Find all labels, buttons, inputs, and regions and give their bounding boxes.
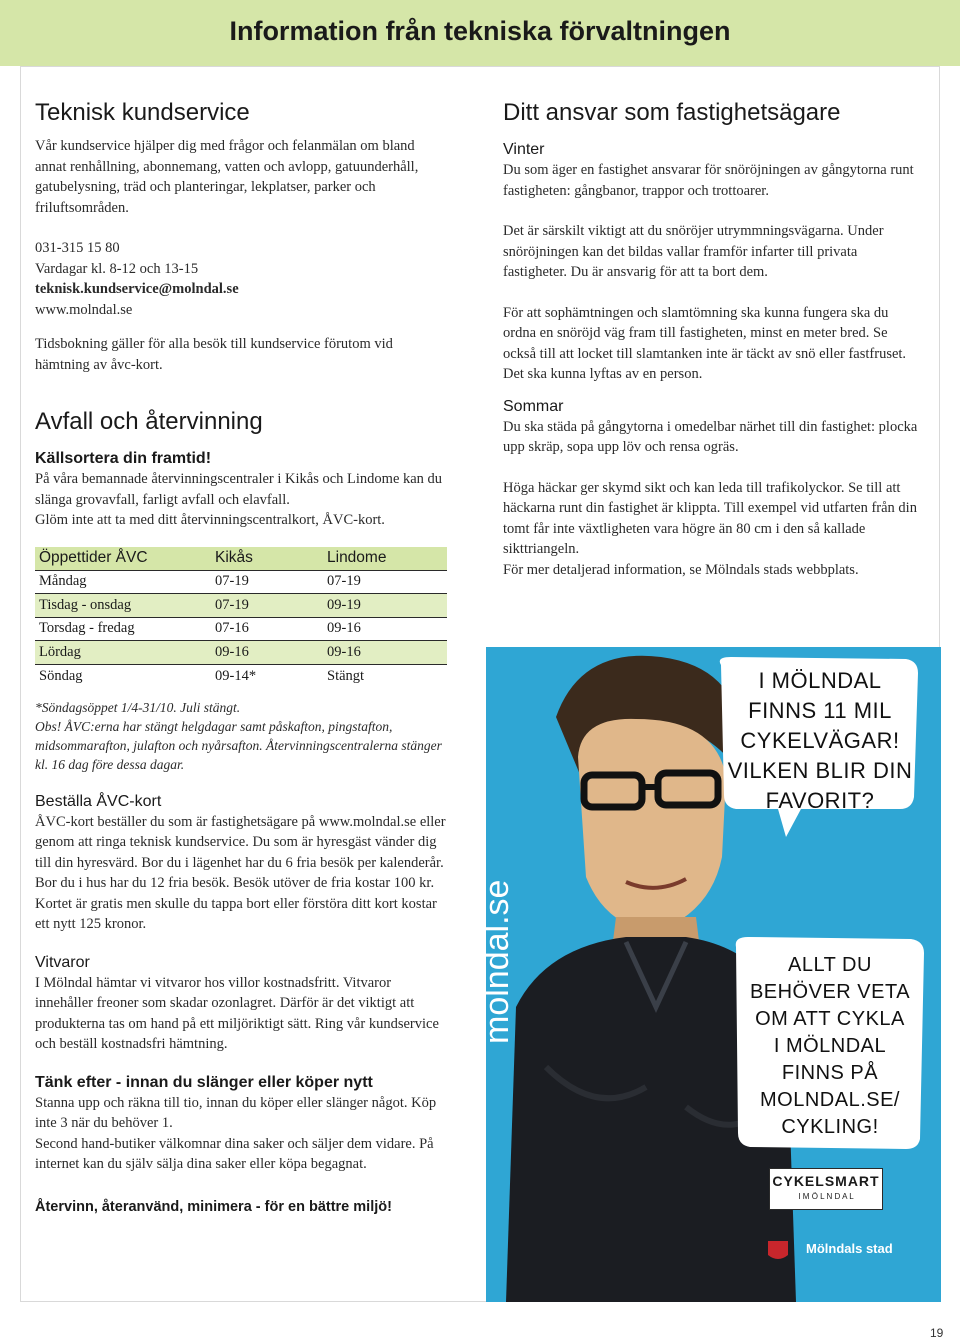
vinter-text2: Det är särskilt viktigt att du snöröjer utrymmningsvägarna. Under snöröjningen kan det bildas vallar framför infarter till privata fastigheter. Du är ansvarig för att ta bort dem. [503,223,884,280]
table-row [35,617,447,641]
avc-kort-text: ÅVC-kort beställer du som är fastighetsägare på www.molndal.se eller genom att ringa teknisk kundservice. Du som är hyresgäst vänder dig till din hyresvärd. Bor du i lägenhet har du 6 fria besök per kalenderår. Bor du i hus har du 12 fria besök. Besök utöver de fria kostar 100 kr. Kortet är gratis men skulle du tappa bort eller förstöra ditt kort kostar ett nytt 125 kronor. [35,813,446,932]
opening-hours-table [35,547,447,688]
kundservice-intro: Vår kundservice hjälper dig med frågor och felanmälan om bland annat renhållning, abonnemang, vatten och avlopp, gatuunderhåll, gatubelysning, träd och planteringar, lekplatser, parker och friluftsområden. [35,138,419,216]
tank-efter-heading: Tänk efter - innan du slänger eller köper nytt [35,1073,373,1091]
kundservice-email[interactable]: teknisk.kundservice@molndal.se [35,281,239,297]
footer-slogan: Återvinn, återanvänd, minimera - för en bättre miljö! [35,1198,392,1215]
table-cell: 07-19 [211,594,323,618]
avfall-text1: På våra bemannade återvinningscentraler i Kikås och Lindome kan du slänga grovavfall, farligt avfall och elavfall. [35,471,443,508]
cykelsmart-badge [769,1168,883,1210]
table-row [35,570,447,594]
holiday-note-text: ÅVC:erna har stängt helgdagar samt påskafton, pingstafton, midsommarafton, julafton och nyårsafton. Återvinningscentralerna stänger kl. 16 dag före dessa dagar. [35,718,442,772]
cykelsmart-subtitle: I M Ö L N D A L [798,1192,854,1201]
avfall-text2: Glöm inte att ta med ditt återvinningscentralkort, ÅVC-kort. [35,512,385,528]
table-cell: Tisdag - onsdag [35,594,211,618]
page-title: Information från tekniska förvaltningen [229,16,731,46]
table-header-cell: Kikås [211,547,323,571]
speech-bubble-1 [724,666,916,816]
vertical-url: molndal.se [478,879,516,1044]
kundservice-heading: Teknisk kundservice [35,99,250,126]
kundservice-web[interactable]: www.molndal.se [35,301,133,318]
right-column [503,98,923,580]
table-header-row [35,547,447,571]
table-cell: 07-16 [211,617,323,641]
bubble-line: OM ATT CYKLA [755,1008,905,1030]
tank-efter-text2: Second hand-butiker välkomnar dina saker och säljer dem vidare. På internet kan du själv sälja dina saker eller köpa begagnat. [35,1135,434,1172]
avfall-subheading: Källsortera din framtid! [35,450,212,467]
bubble-line: FINNS PÅ [781,1062,879,1084]
sommar-text3: För mer detaljerad information, se Mölndals stads webbplats. [503,561,859,578]
bubble-line: VILKEN BLIR DIN [727,758,913,783]
avfall-heading: Avfall och återvinning [35,408,263,435]
speech-bubble-2 [738,952,922,1141]
tank-efter-text1: Stanna upp och räkna till tio, innan du köper eller slänger något. Köp inte 3 när du behöver 1. [35,1094,437,1131]
sommar-text2: Höga häckar ger skymd sikt och kan leda till trafikolyckor. Se till att häckarna runt din fastighet är klippta. Till exempel vid utfarten från din tomt får inte växtligheten vara högre än 80 cm i den så kallade sikttriangeln. [503,479,917,557]
bubble-line: BEHÖVER VETA [749,981,911,1003]
bubble-line: ALLT DU [788,954,872,976]
bubble-line: I MÖLNDAL [773,1035,887,1057]
bubble-line: FINNS 11 MIL [748,698,892,723]
sommar-heading: Sommar [503,397,564,415]
holiday-note [35,717,447,774]
vitvaror-text: I Mölndal hämtar vi vitvaror hos villor kostnadsfritt. Vitvaror innehåller freoner som skadar ozonlagret. Därför är det viktigt att produkterna tas om hand på ett miljöriktigt sätt. Ring vår kundservice och beställ kostnadsfri hämtning. [35,974,439,1052]
vinter-heading: Vinter [503,141,545,158]
left-column [35,98,447,1217]
obs-label: Obs! [35,718,62,734]
table-cell: 09-14* [215,667,257,684]
ansvar-heading: Ditt ansvar som fastighetsägare [503,99,841,126]
table-header-cell: Lindome [323,547,447,571]
kundservice-hours: Vardagar kl. 8-12 och 13-15 [35,260,199,277]
bubble-line: I MÖLNDAL [758,668,882,693]
table-cell: Torsdag - fredag [35,617,211,641]
table-cell: 07-19 [211,570,323,594]
table-cell: 09-19 [323,594,447,618]
table-cell: Måndag [35,570,211,594]
bubble-line: FAVORIT? [765,788,875,813]
table-cell: 09-16 [323,617,447,641]
table-header-cell: Öppettider ÅVC [35,547,211,571]
avc-kort-heading: Beställa ÅVC-kort [35,792,162,810]
sommar-text1: Du ska städa på gångytorna i omedelbar närhet till din fastighet: plocka upp skräp, sopa upp löv och rensa ogräs. [503,418,918,455]
table-row [35,641,447,665]
table-cell: 07-19 [323,570,447,594]
molndals-stad-logo-text: Mölndals stad [806,1241,893,1256]
vinter-text3: För att sophämtningen och slamtömning ska kunna fungera ska du ordna en snöröjd väg fram till fastigheten, minst en meter bred. Se också till att locket till slamtanken inte är täckt av snö eller fastfruset. Det ska kunna lyftas av en person. [503,304,907,382]
bubble-line: CYKELVÄGAR! [740,728,900,753]
city-shield-icon [768,1241,788,1259]
table-cell: 09-16 [211,641,323,665]
page-number: 19 [930,1326,944,1340]
kundservice-phone: 031-315 15 80 [35,240,120,256]
table-cell: Stängt [327,667,365,684]
table-row [35,594,447,618]
vinter-text1: Du som äger en fastighet ansvarar för snöröjningen av gångytorna runt fastigheten: gångbanor, trappor och trottoarer. [503,162,914,199]
vitvaror-heading: Vitvaror [35,953,90,971]
table-cell: 09-16 [323,641,447,665]
sunday-note: *Söndagsöppet 1/4-31/10. Juli stängt. [35,699,241,715]
cykelsmart-title: CYKELSMART [772,1173,880,1189]
kundservice-booking: Tidsbokning gäller för alla besök till kundservice förutom vid hämtning av åvc-kort. [35,336,393,373]
bubble-line: MOLNDAL.SE/ [760,1089,900,1111]
bubble-line: CYKLING! [781,1116,879,1138]
table-cell: Söndag [39,667,83,684]
table-row [35,664,447,688]
table-cell: Lördag [35,641,211,665]
face-shape [578,719,726,932]
